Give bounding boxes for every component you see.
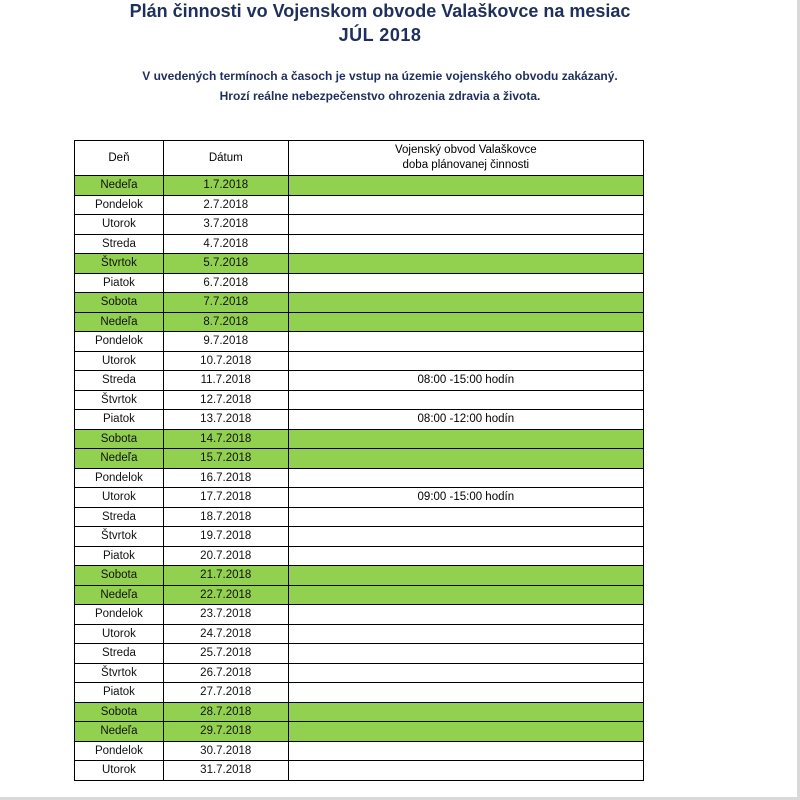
row-activity	[288, 351, 643, 371]
table-row	[75, 566, 644, 586]
row-date: 4.7.2018	[163, 234, 288, 254]
row-day: Pondelok	[75, 468, 164, 488]
row-day: Nedeľa	[75, 449, 164, 469]
row-activity	[288, 605, 643, 625]
table-row	[75, 215, 644, 235]
row-day: Štvrtok	[75, 527, 164, 547]
row-date: 9.7.2018	[163, 332, 288, 352]
row-activity	[288, 332, 643, 352]
row-activity	[288, 234, 643, 254]
row-activity	[288, 312, 643, 332]
table-row	[75, 507, 644, 527]
row-date: 8.7.2018	[163, 312, 288, 332]
warning-text-line2: Hrozí reálne nebezpečenstvo ohrozenia zdravia a života.	[219, 89, 541, 103]
row-day: Sobota	[75, 702, 164, 722]
table-row	[75, 234, 644, 254]
row-day: Streda	[75, 644, 164, 664]
table-row	[75, 663, 644, 683]
table-row	[75, 351, 644, 371]
row-day: Piatok	[75, 410, 164, 430]
row-date: 15.7.2018	[163, 449, 288, 469]
table-row	[75, 488, 644, 508]
row-day: Piatok	[75, 273, 164, 293]
row-activity	[288, 702, 643, 722]
row-date: 21.7.2018	[163, 566, 288, 586]
row-activity	[288, 390, 643, 410]
table-row	[75, 683, 644, 703]
row-date: 13.7.2018	[163, 410, 288, 430]
row-day: Pondelok	[75, 741, 164, 761]
row-day: Nedeľa	[75, 722, 164, 742]
row-date: 14.7.2018	[163, 429, 288, 449]
row-day: Piatok	[75, 546, 164, 566]
table-row	[75, 527, 644, 547]
table-row	[75, 605, 644, 625]
table-row	[75, 293, 644, 313]
row-day: Utorok	[75, 488, 164, 508]
table-row	[75, 332, 644, 352]
row-activity	[288, 176, 643, 196]
header-date: Dátum	[163, 141, 288, 176]
row-activity	[288, 663, 643, 683]
row-day: Sobota	[75, 429, 164, 449]
row-date: 26.7.2018	[163, 663, 288, 683]
row-day: Pondelok	[75, 332, 164, 352]
table-row	[75, 273, 644, 293]
row-day: Streda	[75, 234, 164, 254]
row-date: 24.7.2018	[163, 624, 288, 644]
row-day: Štvrtok	[75, 663, 164, 683]
table-row	[75, 176, 644, 196]
table-header-row	[75, 141, 644, 176]
row-day: Utorok	[75, 624, 164, 644]
row-day: Pondelok	[75, 195, 164, 215]
table-row	[75, 761, 644, 781]
row-day: Nedeľa	[75, 585, 164, 605]
warning-text-line1: V uvedených termínoch a časoch je vstup na územie vojenského obvodu zakázaný.	[142, 69, 618, 83]
header-activity-line2: doba plánovanej činnosti	[402, 159, 530, 171]
row-day: Nedeľa	[75, 176, 164, 196]
row-activity	[288, 546, 643, 566]
row-date: 20.7.2018	[163, 546, 288, 566]
row-activity	[288, 761, 643, 781]
table-row	[75, 429, 644, 449]
row-date: 23.7.2018	[163, 605, 288, 625]
row-date: 10.7.2018	[163, 351, 288, 371]
row-date: 28.7.2018	[163, 702, 288, 722]
header-activity-line1: Vojenský obvod Valaškovce	[394, 144, 537, 156]
row-activity: 08:00 -15:00 hodín	[288, 371, 643, 391]
row-activity	[288, 195, 643, 215]
row-date: 29.7.2018	[163, 722, 288, 742]
row-date: 5.7.2018	[163, 254, 288, 274]
table-row	[75, 722, 644, 742]
row-date: 11.7.2018	[163, 371, 288, 391]
row-day: Sobota	[75, 566, 164, 586]
table-row	[75, 390, 644, 410]
row-date: 27.7.2018	[163, 683, 288, 703]
row-activity	[288, 566, 643, 586]
row-date: 31.7.2018	[163, 761, 288, 781]
table-row	[75, 546, 644, 566]
row-date: 12.7.2018	[163, 390, 288, 410]
row-date: 6.7.2018	[163, 273, 288, 293]
row-activity	[288, 683, 643, 703]
row-activity	[288, 273, 643, 293]
row-date: 17.7.2018	[163, 488, 288, 508]
table-row	[75, 195, 644, 215]
row-day: Štvrtok	[75, 254, 164, 274]
row-activity	[288, 293, 643, 313]
table-row	[75, 702, 644, 722]
row-date: 30.7.2018	[163, 741, 288, 761]
table-row	[75, 371, 644, 391]
row-activity	[288, 215, 643, 235]
row-date: 19.7.2018	[163, 527, 288, 547]
header-day: Deň	[75, 141, 164, 176]
row-activity	[288, 624, 643, 644]
table-row	[75, 468, 644, 488]
row-activity	[288, 507, 643, 527]
document-subtitle-month: JÚL 2018	[338, 25, 422, 45]
row-activity	[288, 468, 643, 488]
row-date: 7.7.2018	[163, 293, 288, 313]
table-row	[75, 254, 644, 274]
table-row	[75, 644, 644, 664]
row-day: Piatok	[75, 683, 164, 703]
row-day: Nedeľa	[75, 312, 164, 332]
row-activity	[288, 254, 643, 274]
row-activity	[288, 527, 643, 547]
row-activity	[288, 449, 643, 469]
row-date: 2.7.2018	[163, 195, 288, 215]
row-activity	[288, 429, 643, 449]
row-day: Utorok	[75, 761, 164, 781]
table-row	[75, 449, 644, 469]
row-activity	[288, 722, 643, 742]
row-activity: 08:00 -12:00 hodín	[288, 410, 643, 430]
table-row	[75, 585, 644, 605]
row-day: Streda	[75, 507, 164, 527]
row-activity: 09:00 -15:00 hodín	[288, 488, 643, 508]
table-row	[75, 410, 644, 430]
row-date: 22.7.2018	[163, 585, 288, 605]
row-date: 1.7.2018	[163, 176, 288, 196]
row-date: 25.7.2018	[163, 644, 288, 664]
header-activity	[288, 141, 643, 176]
row-activity	[288, 644, 643, 664]
row-day: Štvrtok	[75, 390, 164, 410]
row-activity	[288, 585, 643, 605]
row-day: Pondelok	[75, 605, 164, 625]
row-day: Streda	[75, 371, 164, 391]
row-day: Utorok	[75, 215, 164, 235]
row-day: Utorok	[75, 351, 164, 371]
row-date: 3.7.2018	[163, 215, 288, 235]
row-activity	[288, 741, 643, 761]
table-row	[75, 624, 644, 644]
table-row	[75, 741, 644, 761]
schedule-body	[75, 176, 644, 781]
table-row	[75, 312, 644, 332]
document-title: Plán činnosti vo Vojenskom obvode Valaškovce na mesiac	[129, 1, 631, 21]
row-day: Sobota	[75, 293, 164, 313]
row-date: 16.7.2018	[163, 468, 288, 488]
row-date: 18.7.2018	[163, 507, 288, 527]
schedule-table	[74, 140, 644, 781]
